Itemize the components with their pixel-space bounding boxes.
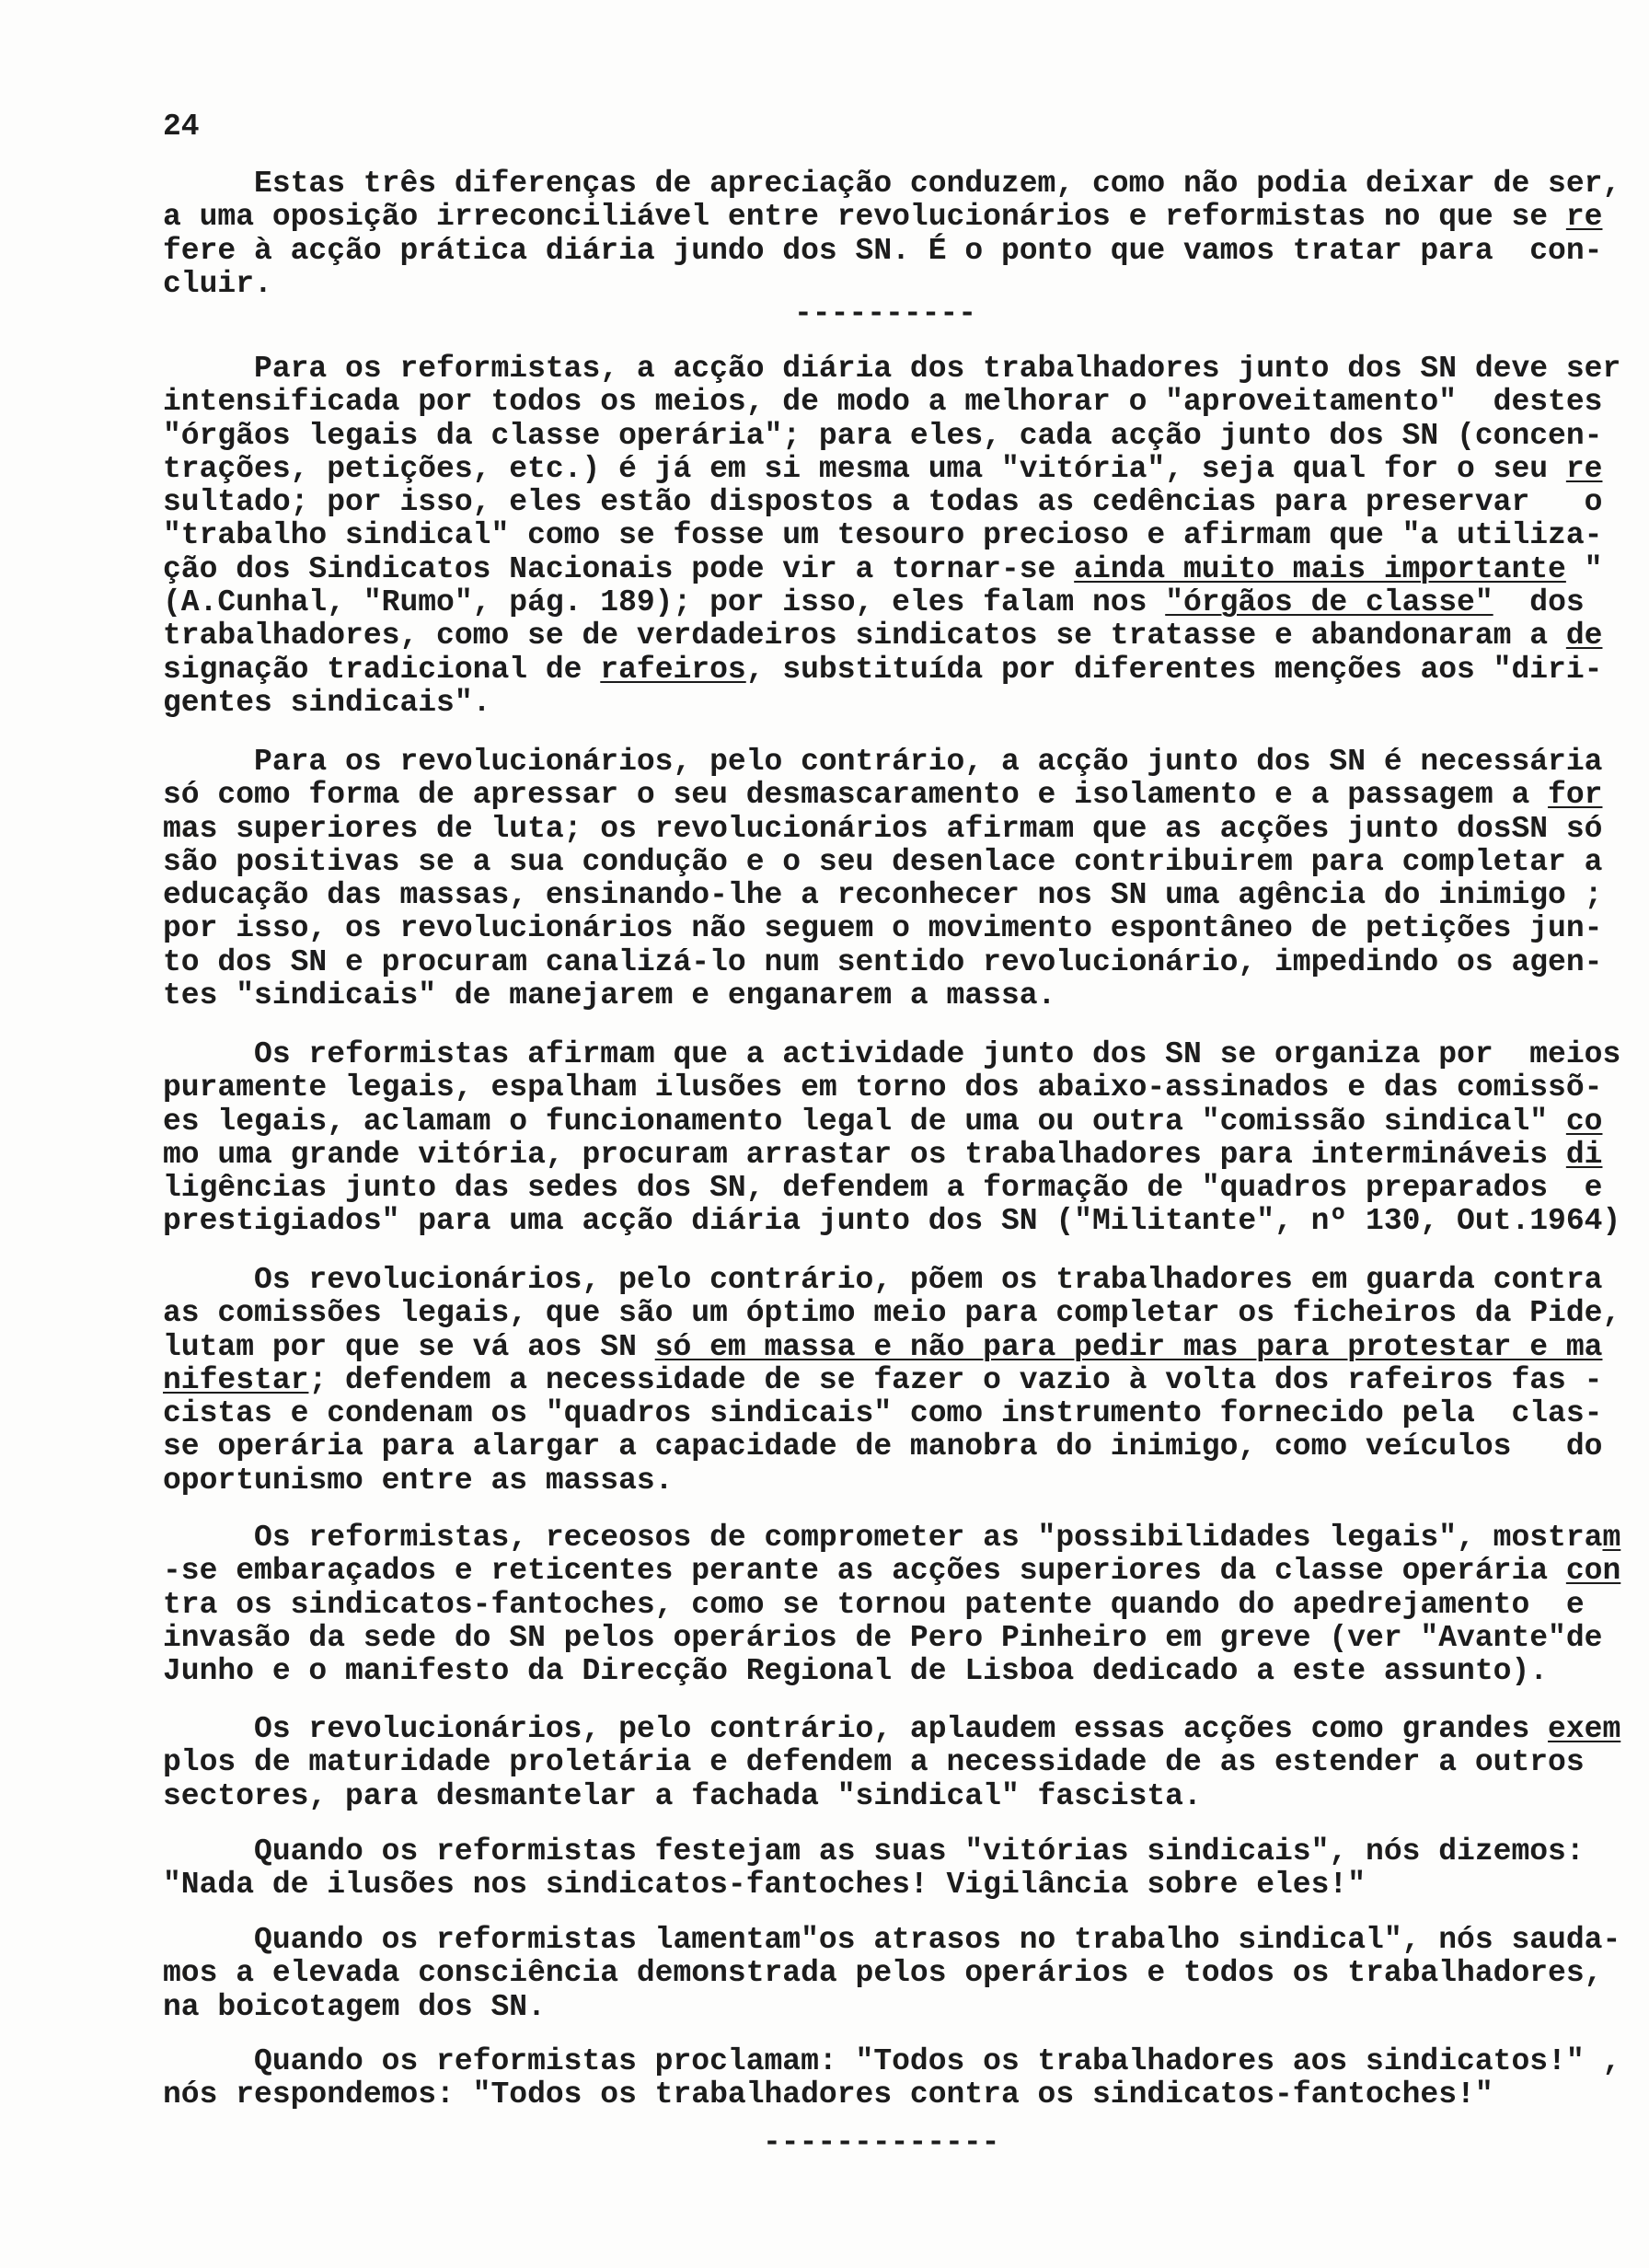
text-segment: "órgãos legais da classe operária"; para eles, cada acção junto dos SN (concen-: [163, 418, 1603, 453]
text-line: [163, 1297, 1635, 1330]
text-segment: Estas três diferenças de apreciação conduzem, como não podia deixar de ser,: [163, 167, 1621, 201]
text-line: [163, 779, 1635, 812]
text-line: [163, 519, 1635, 552]
text-line: [163, 486, 1635, 519]
text-line: [163, 1331, 1635, 1364]
text-line: [163, 1869, 1635, 1902]
text-line: [163, 201, 1635, 234]
text-segment: Quando os reformistas lamentam"os atrasos no trabalho sindical", nós sauda-: [163, 1923, 1621, 1957]
text-segment: "Nada de ilusões nos sindicatos-fantoches! Vigilância sobre eles!": [163, 1868, 1366, 1903]
underlined-text: nifestar: [163, 1362, 309, 1397]
underlined-text: di: [1565, 1137, 1603, 1172]
text-segment: ção dos Sindicatos Nacionais pode vir a tornar-se: [163, 551, 1075, 586]
text-segment: tes "sindicais" de manejarem e enganarem a massa.: [163, 978, 1056, 1013]
text-segment: Os revolucionários, pelo contrário, aplaudem essas acções como grandes: [163, 1712, 1549, 1746]
text-line: [163, 1655, 1635, 1688]
paragraph-revolutionaries-applaud: [163, 1713, 1635, 1813]
text-segment: -se embaraçados e reticentes perante as acções superiores da classe operária: [163, 1554, 1566, 1589]
text-segment: trações, petições, etc.) é já em si mesma uma "vitória", seja qual for o seu: [163, 451, 1566, 486]
paragraph-revolutionaries-legal-commissions: [163, 1264, 1635, 1498]
text-line: [163, 846, 1635, 879]
text-segment: ": [1565, 551, 1603, 586]
text-line: [163, 1555, 1635, 1588]
text-line: [163, 979, 1635, 1012]
text-line: [163, 654, 1635, 687]
text-segment: Quando os reformistas proclamam: "Todos os trabalhadores aos sindicatos!" ,: [163, 2044, 1621, 2078]
text-segment: Para os reformistas, a acção diária dos trabalhadores junto dos SN deve ser: [163, 352, 1621, 386]
text-segment: puramente legais, espalham ilusões em torno dos abaixo-assinados e das comissõ-: [163, 1070, 1603, 1105]
text-segment: na boicotagem dos SN.: [163, 1989, 546, 2024]
text-segment: , substituída por diferentes menções aos "diri-: [745, 652, 1603, 687]
text-segment: gentes sindicais".: [163, 685, 491, 720]
underlined-text: rafeiros: [600, 652, 746, 687]
paragraph-revolutionaries-daily-action: [163, 746, 1635, 1012]
section-separator: ----------: [794, 296, 977, 330]
text-line: [163, 746, 1635, 779]
text-segment: nós respondemos: "Todos os trabalhadores contra os sindicatos-fantoches!": [163, 2077, 1493, 2112]
text-line: [163, 553, 1635, 586]
text-line: [163, 1957, 1635, 1990]
paragraph-victories: [163, 1835, 1635, 1903]
text-segment: trabalhadores, como se de verdadeiros sindicatos se tratasse e abandonaram a: [163, 619, 1566, 654]
text-line: [163, 912, 1635, 945]
text-segment: ligências junto das sedes dos SN, defendem a formação de "quadros preparados e: [163, 1171, 1603, 1206]
text-segment: são positivas se a sua condução e o seu desenlace contribuirem para completar a: [163, 844, 1603, 879]
text-line: [163, 1038, 1635, 1071]
underlined-text: ainda muito mais importante: [1074, 551, 1566, 586]
text-segment: só como forma de apressar o seu desmascaramento e isolamento e a passagem a: [163, 778, 1549, 813]
text-segment: Junho e o manifesto da Direcção Regional de Lisboa dedicado a este assunto).: [163, 1654, 1549, 1689]
text-segment: fere à acção prática diária jundo dos SN. É o ponto que vamos tratar para con-: [163, 233, 1603, 268]
underlined-text: for: [1548, 778, 1603, 813]
underlined-text: re: [1565, 451, 1603, 486]
text-segment: Quando os reformistas festejam as suas "vitórias sindicais", nós dizemos:: [163, 1834, 1585, 1869]
text-segment: as comissões legais, que são um óptimo meio para completar os ficheiros da Pide,: [163, 1296, 1621, 1331]
text-line: [163, 879, 1635, 912]
underlined-text: co: [1565, 1104, 1603, 1139]
text-line: [163, 1397, 1635, 1430]
text-segment: invasão da sede do SN pelos operários de Pero Pinheiro em greve (ver "Avante"de: [163, 1620, 1603, 1655]
text-segment: ; defendem a necessidade de se fazer o vazio à volta dos rafeiros fas -: [308, 1362, 1603, 1397]
text-segment: Para os revolucionários, pelo contrário, a acção junto dos SN é necessária: [163, 745, 1603, 779]
text-segment: sectores, para desmantelar a fachada "sindical" fascista.: [163, 1778, 1202, 1813]
paragraph-delays: [163, 1924, 1635, 2024]
text-line: [163, 1105, 1635, 1139]
text-line: [163, 1264, 1635, 1297]
text-line: [163, 235, 1635, 268]
text-line: [163, 586, 1635, 619]
text-segment: plos de maturidade proletária e defendem a necessidade de as estender a outros: [163, 1745, 1585, 1780]
text-line: [163, 1464, 1635, 1498]
text-line: [163, 619, 1635, 653]
text-segment: educação das massas, ensinando-lhe a reconhecer nos SN uma agência do inimigo ;: [163, 878, 1603, 913]
text-line: [163, 168, 1635, 201]
text-line: [163, 813, 1635, 846]
text-segment: Os revolucionários, pelo contrário, põem os trabalhadores em guarda contra: [163, 1263, 1603, 1297]
text-segment: cistas e condenam os "quadros sindicais" como instrumento fornecido pela clas-: [163, 1396, 1603, 1431]
text-line: [163, 353, 1635, 386]
underlined-text: exem: [1548, 1712, 1621, 1746]
text-line: [163, 1139, 1635, 1172]
text-segment: se operária para alargar a capacidade de manobra do inimigo, como veículos do: [163, 1429, 1603, 1464]
text-segment: cluir.: [163, 266, 272, 301]
underlined-text: m: [1602, 1521, 1621, 1555]
text-segment: por isso, os revolucionários não seguem o movimento espontâneo de petições jun-: [163, 911, 1603, 946]
text-segment: "trabalho sindical" como se fosse um tesouro precioso e afirmam que "a utiliza-: [163, 518, 1603, 553]
underlined-text: só em massa e não para pedir mas para protestar e ma: [654, 1329, 1603, 1364]
text-segment: mos a elevada consciência demonstrada pelos operários e todos os trabalhadores,: [163, 1956, 1603, 1991]
text-line: [163, 1835, 1635, 1869]
text-line: [163, 2078, 1635, 2112]
text-line: [163, 1522, 1635, 1555]
text-line: [163, 687, 1635, 720]
underlined-text: "órgãos de classe": [1165, 585, 1493, 620]
text-line: [163, 1924, 1635, 1957]
paragraph-reformists-superior-actions: [163, 1522, 1635, 1688]
text-segment: signação tradicional de: [163, 652, 601, 687]
text-line: [163, 420, 1635, 453]
text-line: [163, 453, 1635, 486]
text-segment: Os reformistas, receosos de comprometer as "possibilidades legais", mostra: [163, 1521, 1603, 1555]
text-segment: dos: [1493, 585, 1585, 620]
text-line: [163, 1589, 1635, 1622]
text-line: [163, 2045, 1635, 2078]
section-separator: -------------: [763, 2125, 1000, 2159]
text-line: [163, 386, 1635, 419]
text-line: [163, 1780, 1635, 1813]
text-segment: to dos SN e procuram canalizá-lo num sentido revolucionário, impedindo os agen-: [163, 944, 1603, 979]
underlined-text: con: [1565, 1554, 1621, 1589]
text-line: [163, 1622, 1635, 1655]
text-line: [163, 1746, 1635, 1779]
text-segment: lutam por que se vá aos SN: [163, 1329, 655, 1364]
paragraph-reformists-legal-means: [163, 1038, 1635, 1239]
paragraph-reformists-daily-action: [163, 353, 1635, 720]
text-segment: intensificada por todos os meios, de modo a melhorar o "aproveitamento" destes: [163, 385, 1603, 420]
text-line: [163, 1430, 1635, 1464]
underlined-text: re: [1565, 200, 1603, 235]
paragraph-intro: [163, 168, 1635, 301]
text-line: [163, 1364, 1635, 1397]
text-segment: es legais, aclamam o funcionamento legal de uma ou outra "comissão sindical": [163, 1104, 1566, 1139]
underlined-text: de: [1565, 619, 1603, 654]
page-number: 24: [163, 110, 200, 144]
text-line: [163, 1205, 1635, 1238]
text-segment: mo uma grande vitória, procuram arrastar os trabalhadores para intermináveis: [163, 1137, 1566, 1172]
text-segment: oportunismo entre as massas.: [163, 1463, 674, 1498]
text-segment: Os reformistas afirmam que a actividade junto dos SN se organiza por meios: [163, 1037, 1621, 1071]
text-line: [163, 1172, 1635, 1205]
text-line: [163, 1713, 1635, 1746]
text-line: [163, 1071, 1635, 1105]
paragraph-slogans: [163, 2045, 1635, 2112]
text-segment: (A.Cunhal, "Rumo", pág. 189); por isso, eles falam nos: [163, 585, 1166, 620]
text-segment: prestigiados" para uma acção diária junto dos SN ("Militante", nº 130, Out.1964): [163, 1204, 1621, 1239]
text-segment: tra os sindicatos-fantoches, como se tornou patente quando do apedrejamento e: [163, 1587, 1585, 1622]
text-line: [163, 1991, 1635, 2024]
text-segment: sultado; por isso, eles estão dispostos a todas as cedências para preservar o: [163, 485, 1603, 520]
text-segment: mas superiores de luta; os revolucionários afirmam que as acções junto dosSN só: [163, 811, 1603, 846]
text-line: [163, 946, 1635, 979]
text-segment: a uma oposição irreconciliável entre revolucionários e reformistas no que se: [163, 200, 1566, 235]
